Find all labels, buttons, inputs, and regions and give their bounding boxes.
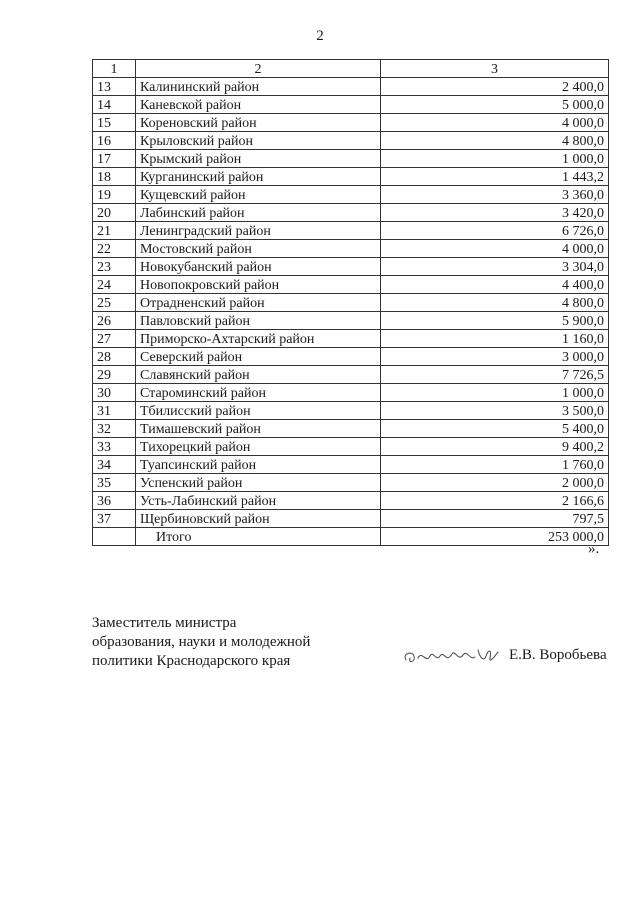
table-row xyxy=(93,330,609,348)
row-number: 32 xyxy=(93,420,136,438)
table-row xyxy=(93,186,609,204)
row-number: 33 xyxy=(93,438,136,456)
closing-quote-mark: ». xyxy=(588,541,600,557)
allocation-amount: 7 726,5 xyxy=(381,366,609,384)
allocation-amount: 1 443,2 xyxy=(381,168,609,186)
district-name: Староминский район xyxy=(136,384,381,402)
district-name: Лабинский район xyxy=(136,204,381,222)
row-number: 24 xyxy=(93,276,136,294)
allocation-amount: 5 900,0 xyxy=(381,312,609,330)
row-number: 23 xyxy=(93,258,136,276)
allocation-amount: 1 000,0 xyxy=(381,150,609,168)
row-number: 30 xyxy=(93,384,136,402)
allocation-amount: 797,5 xyxy=(381,510,609,528)
table-row xyxy=(93,96,609,114)
row-number: 36 xyxy=(93,492,136,510)
allocation-amount: 6 726,0 xyxy=(381,222,609,240)
district-name: Отрадненский район xyxy=(136,294,381,312)
table-row xyxy=(93,312,609,330)
allocation-amount: 5 400,0 xyxy=(381,420,609,438)
district-name: Усть-Лабинский район xyxy=(136,492,381,510)
allocation-amount: 1 000,0 xyxy=(381,384,609,402)
row-number: 29 xyxy=(93,366,136,384)
page-number: 2 xyxy=(316,28,324,44)
district-name: Кущевский район xyxy=(136,186,381,204)
row-number: 27 xyxy=(93,330,136,348)
allocation-amount: 3 360,0 xyxy=(381,186,609,204)
column-header: 1 xyxy=(93,60,136,78)
table-row xyxy=(93,114,609,132)
table-row xyxy=(93,150,609,168)
allocation-amount: 3 000,0 xyxy=(381,348,609,366)
table-row xyxy=(93,276,609,294)
row-number: 17 xyxy=(93,150,136,168)
district-name: Тимашевский район xyxy=(136,420,381,438)
row-number: 35 xyxy=(93,474,136,492)
table-row xyxy=(93,294,609,312)
district-allocation-table xyxy=(92,59,609,546)
district-name: Мостовский район xyxy=(136,240,381,258)
allocation-amount: 3 420,0 xyxy=(381,204,609,222)
allocation-amount: 1 760,0 xyxy=(381,456,609,474)
district-name: Крыловский район xyxy=(136,132,381,150)
row-number: 28 xyxy=(93,348,136,366)
district-name: Крымский район xyxy=(136,150,381,168)
row-number: 16 xyxy=(93,132,136,150)
row-number: 34 xyxy=(93,456,136,474)
table-row xyxy=(93,204,609,222)
table-row xyxy=(93,348,609,366)
district-name: Ленинградский район xyxy=(136,222,381,240)
table-row xyxy=(93,456,609,474)
total-empty-cell xyxy=(93,528,136,546)
row-number: 22 xyxy=(93,240,136,258)
table-row xyxy=(93,402,609,420)
signatory-title-block xyxy=(92,614,310,671)
row-number: 21 xyxy=(93,222,136,240)
total-label: Итого xyxy=(136,528,381,546)
district-name: Северский район xyxy=(136,348,381,366)
district-name: Приморско-Ахтарский район xyxy=(136,330,381,348)
row-number: 15 xyxy=(93,114,136,132)
row-number: 31 xyxy=(93,402,136,420)
table-row xyxy=(93,474,609,492)
table-row xyxy=(93,132,609,150)
column-header: 2 xyxy=(136,60,381,78)
table-header-row xyxy=(93,60,609,78)
allocation-amount: 5 000,0 xyxy=(381,96,609,114)
district-name: Успенский район xyxy=(136,474,381,492)
table-row xyxy=(93,438,609,456)
district-name: Павловский район xyxy=(136,312,381,330)
row-number: 37 xyxy=(93,510,136,528)
handwritten-signature xyxy=(400,636,510,676)
table-row xyxy=(93,366,609,384)
row-number: 20 xyxy=(93,204,136,222)
table-row xyxy=(93,78,609,96)
row-number: 13 xyxy=(93,78,136,96)
row-number: 18 xyxy=(93,168,136,186)
allocation-amount: 4 400,0 xyxy=(381,276,609,294)
table-row xyxy=(93,258,609,276)
allocation-amount: 4 800,0 xyxy=(381,294,609,312)
row-number: 14 xyxy=(93,96,136,114)
table-row xyxy=(93,510,609,528)
row-number: 25 xyxy=(93,294,136,312)
allocation-amount: 4 000,0 xyxy=(381,114,609,132)
district-name: Тбилисский район xyxy=(136,402,381,420)
column-header: 3 xyxy=(381,60,609,78)
district-name: Новокубанский район xyxy=(136,258,381,276)
allocation-amount: 3 304,0 xyxy=(381,258,609,276)
table-row xyxy=(93,384,609,402)
signatory-title-line: политики Краснодарского края xyxy=(92,653,291,669)
table-row xyxy=(93,492,609,510)
district-name: Новопокровский район xyxy=(136,276,381,294)
allocation-amount: 2 400,0 xyxy=(381,78,609,96)
district-name: Тихорецкий район xyxy=(136,438,381,456)
district-name: Каневской район xyxy=(136,96,381,114)
allocation-amount: 1 160,0 xyxy=(381,330,609,348)
row-number: 26 xyxy=(93,312,136,330)
district-name: Щербиновский район xyxy=(136,510,381,528)
district-name: Туапсинский район xyxy=(136,456,381,474)
allocation-amount: 4 800,0 xyxy=(381,132,609,150)
allocation-amount: 2 166,6 xyxy=(381,492,609,510)
total-amount: 253 000,0 xyxy=(381,528,609,546)
signer-name: Е.В. Воробьева xyxy=(509,647,607,663)
district-name: Славянский район xyxy=(136,366,381,384)
district-name: Курганинский район xyxy=(136,168,381,186)
district-name: Кореновский район xyxy=(136,114,381,132)
table-row xyxy=(93,222,609,240)
allocation-amount: 4 000,0 xyxy=(381,240,609,258)
row-number: 19 xyxy=(93,186,136,204)
table-row xyxy=(93,420,609,438)
signatory-title-line: образования, науки и молодежной xyxy=(92,634,311,650)
allocation-amount: 3 500,0 xyxy=(381,402,609,420)
total-row xyxy=(93,528,609,546)
district-name: Калининский район xyxy=(136,78,381,96)
table-row xyxy=(93,168,609,186)
table-row xyxy=(93,240,609,258)
allocation-amount: 2 000,0 xyxy=(381,474,609,492)
signatory-title-line: Заместитель министра xyxy=(92,615,237,631)
allocation-amount: 9 400,2 xyxy=(381,438,609,456)
